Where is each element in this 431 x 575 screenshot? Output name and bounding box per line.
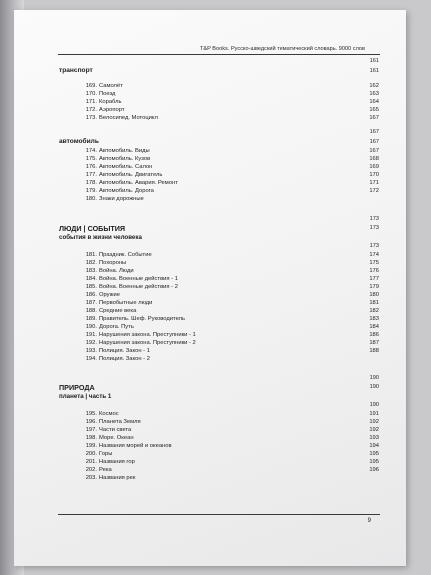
- toc-entry-title: Части света: [99, 427, 132, 433]
- toc-entry-title: Нарушения закона. Преступники - 1: [99, 332, 196, 338]
- toc-section-car: [59, 128, 379, 203]
- toc-entry: [59, 106, 379, 114]
- toc-section-transport: [59, 57, 379, 122]
- toc-entry-page: 168: [369, 156, 379, 162]
- toc-entry-number: 194.: [85, 356, 97, 362]
- toc-entry-number: 196.: [85, 419, 97, 425]
- toc-entry-number: 191.: [85, 332, 97, 338]
- toc-entry-title: Река: [99, 467, 112, 473]
- toc-entry: [59, 98, 379, 106]
- toc-entry: [59, 458, 379, 466]
- toc-entry-title: Самолёт: [99, 83, 123, 89]
- toc-entry-title: Автомобиль. Двигатель: [99, 172, 163, 178]
- toc-entry-title: Корабль: [99, 99, 122, 105]
- toc-entry-page: 169: [369, 164, 379, 170]
- toc-entry-page: 164: [369, 99, 379, 105]
- toc-entry-page: 195: [369, 451, 379, 457]
- section-heading: [59, 137, 379, 147]
- toc-entry-number: 183.: [85, 268, 97, 274]
- toc-entry-number: 188.: [85, 308, 97, 314]
- toc-entry: [59, 82, 379, 90]
- toc-entry-page: 195: [369, 459, 379, 465]
- toc-entry-title: Космос: [99, 411, 119, 417]
- toc-entry: [59, 147, 379, 155]
- subsection-heading-page: 173: [369, 243, 379, 249]
- toc-entry-title: Велосипед. Мотоцикл: [99, 115, 158, 121]
- toc-entry-title: Знаки дорожные: [99, 196, 144, 202]
- toc-entry-title: Море. Океан: [99, 435, 134, 441]
- toc-entry-number: 193.: [85, 348, 97, 354]
- header-rule: [58, 54, 380, 55]
- toc-entry-number: 172.: [85, 107, 97, 113]
- toc-entry-number: 175.: [85, 156, 97, 162]
- toc-entry: [59, 410, 379, 418]
- toc-entry-page: 184: [369, 324, 379, 330]
- chapter-heading-text: ЛЮДИ | СОБЫТИЯ: [59, 224, 126, 233]
- toc-entry-title: Война. Военные действия - 1: [99, 276, 178, 282]
- section-heading-text: автомобиль: [59, 138, 99, 145]
- chapter-heading-page: 190: [369, 384, 379, 390]
- toc-entry-title: Автомобиль. Авария. Ремонт: [99, 180, 178, 186]
- section-start-page: 190: [369, 375, 379, 381]
- toc-entry: [59, 434, 379, 442]
- toc-entry-number: 179.: [85, 188, 97, 194]
- toc-entry-title: Праздник. Событие: [99, 252, 152, 258]
- toc-entry: [59, 418, 379, 426]
- toc-entry-page: 172: [369, 188, 379, 194]
- toc-entry-number: 182.: [85, 260, 97, 266]
- toc-entry-page: 186: [369, 332, 379, 338]
- toc-entry: [59, 179, 379, 187]
- toc-entry-number: 174.: [85, 148, 97, 154]
- toc-entry-page: 183: [369, 316, 379, 322]
- toc-entry: [59, 283, 379, 291]
- toc-entry-title: Дорога. Путь: [99, 324, 134, 330]
- toc-entry-title: Названия гор: [99, 459, 135, 465]
- toc-entry: [59, 315, 379, 323]
- toc-entry-page: 182: [369, 308, 379, 314]
- toc-entry-number: 184.: [85, 276, 97, 282]
- toc-entry-number: 173.: [85, 115, 97, 121]
- toc-entry-page: 194: [369, 443, 379, 449]
- toc-entry-number: 203.: [85, 475, 97, 481]
- running-header: T&P Books. Русско-шведский тематический словарь. 9000 слов: [199, 46, 365, 52]
- section-heading-page: 161: [369, 68, 379, 74]
- toc-entry-number: 200.: [85, 451, 97, 457]
- toc-entry-title: Война. Люди: [99, 268, 134, 274]
- toc-entry: [59, 155, 379, 163]
- toc-entry-title: Названия рек: [99, 475, 136, 481]
- toc-entry-number: 201.: [85, 459, 97, 465]
- toc-entry-number: 195.: [85, 411, 97, 417]
- book-page: [14, 10, 406, 566]
- toc-entry-title: Автомобиль. Дорога: [99, 188, 154, 194]
- toc-entry-number: 202.: [85, 467, 97, 473]
- toc-entry-number: 177.: [85, 172, 97, 178]
- toc-entry: [59, 259, 379, 267]
- toc-entry-page: 167: [369, 148, 379, 154]
- toc-entry: [59, 450, 379, 458]
- toc-entry-title: Правитель. Шеф. Руководитель: [99, 316, 186, 322]
- toc-entry-title: Автомобиль. Виды: [99, 148, 150, 154]
- toc-entry: [59, 163, 379, 171]
- toc-entry-title: Полиция. Закон - 1: [99, 348, 150, 354]
- toc-entry: [59, 171, 379, 179]
- section-heading-text: транспорт: [59, 67, 93, 74]
- toc-entry-title: Автомобиль. Кузов: [99, 156, 151, 162]
- toc-entry: [59, 251, 379, 259]
- toc-entry-number: 190.: [85, 324, 97, 330]
- toc-entry: [59, 474, 379, 482]
- toc-entry-page: 196: [369, 467, 379, 473]
- toc-entry: [59, 323, 379, 331]
- chapter-heading-text: ПРИРОДА: [59, 383, 95, 392]
- chapter-heading-page: 173: [369, 225, 379, 231]
- toc-entry-page: 170: [369, 172, 379, 178]
- section-heading: [59, 66, 379, 76]
- toc-entry-number: 176.: [85, 164, 97, 170]
- toc-entry: [59, 331, 379, 339]
- toc-entry-number: 197.: [85, 427, 97, 433]
- toc-entry-page: 179: [369, 284, 379, 290]
- toc-entry-title: Нарушения закона. Преступники - 2: [99, 340, 196, 346]
- toc-entry-title: Похороны: [99, 260, 127, 266]
- toc-entry: [59, 339, 379, 347]
- toc-entry-page: 191: [369, 411, 379, 417]
- toc-entry-title: Первобытные люди: [99, 300, 153, 306]
- toc-entry-title: Война. Военные действия - 2: [99, 284, 178, 290]
- footer-rule: [58, 514, 380, 515]
- toc-entry-page: 163: [369, 91, 379, 97]
- toc-entry-page: 193: [369, 435, 379, 441]
- toc-entry-title: Поезд: [99, 91, 116, 97]
- toc-entry-title: Автомобиль. Салон: [99, 164, 153, 170]
- toc-entry-number: 171.: [85, 99, 97, 105]
- toc-entry-page: 171: [369, 180, 379, 186]
- section-start-page: 173: [369, 216, 379, 222]
- toc-entry-title: Оружие: [99, 292, 120, 298]
- toc-entry-page: 175: [369, 260, 379, 266]
- toc-entry-page: 180: [369, 292, 379, 298]
- toc-entry-page: 192: [369, 419, 379, 425]
- toc-entry-page: 188: [369, 348, 379, 354]
- toc-entry-page: 187: [369, 340, 379, 346]
- toc-entry-title: Аэропорт: [99, 107, 125, 113]
- toc-entry-page: 162: [369, 83, 379, 89]
- toc-entry-number: 169.: [85, 83, 97, 89]
- toc-entry-page: 174: [369, 252, 379, 258]
- toc-entry-number: 178.: [85, 180, 97, 186]
- subsection-heading: планета | часть 1: [59, 393, 112, 400]
- section-heading-page: 167: [369, 139, 379, 145]
- section-start-page: 161: [369, 58, 379, 64]
- toc-entry-number: 199.: [85, 443, 97, 449]
- chapter-heading: [59, 383, 379, 392]
- toc-entry: [59, 267, 379, 275]
- toc-entry-title: Средние века: [99, 308, 137, 314]
- toc-entry: [59, 299, 379, 307]
- page-number: 9: [367, 518, 371, 524]
- toc-entry: [59, 426, 379, 434]
- toc-entry-page: 192: [369, 427, 379, 433]
- toc-entry: [59, 291, 379, 299]
- toc-entry-number: 189.: [85, 316, 97, 322]
- toc-entry: [59, 275, 379, 283]
- toc-entry: [59, 90, 379, 98]
- toc-entry-page: 165: [369, 107, 379, 113]
- toc-section-people-events: [59, 215, 379, 363]
- toc-entry: [59, 114, 379, 122]
- chapter-heading: [59, 224, 379, 233]
- toc-entry-number: 181.: [85, 252, 97, 258]
- toc-entry-number: 170.: [85, 91, 97, 97]
- toc-entry-title: Планета Земля: [99, 419, 141, 425]
- toc-section-nature: [59, 374, 379, 482]
- section-start-page: 167: [369, 129, 379, 135]
- toc-entry-title: Горы: [99, 451, 113, 457]
- toc-entry-page: 181: [369, 300, 379, 306]
- toc-entry: [59, 355, 379, 363]
- toc-entry-number: 186.: [85, 292, 97, 298]
- toc-entry-number: 180.: [85, 196, 97, 202]
- subsection-heading-page: 190: [369, 402, 379, 408]
- toc-entry: [59, 442, 379, 450]
- toc-entry-number: 192.: [85, 340, 97, 346]
- toc-entry-number: 187.: [85, 300, 97, 306]
- toc-entry: [59, 187, 379, 195]
- toc-entry-page: 177: [369, 276, 379, 282]
- toc-entry: [59, 347, 379, 355]
- toc-entry-page: 176: [369, 268, 379, 274]
- toc-entry: [59, 195, 379, 203]
- toc-entry-title: Названия морей и океанов: [99, 443, 172, 449]
- toc-entry-title: Полиция. Закон - 2: [99, 356, 150, 362]
- toc-entry: [59, 307, 379, 315]
- toc-entry-number: 198.: [85, 435, 97, 441]
- subsection-heading: события в жизни человека: [59, 234, 142, 241]
- toc-entry: [59, 466, 379, 474]
- toc-entry-number: 185.: [85, 284, 97, 290]
- toc-entry-page: 167: [369, 115, 379, 121]
